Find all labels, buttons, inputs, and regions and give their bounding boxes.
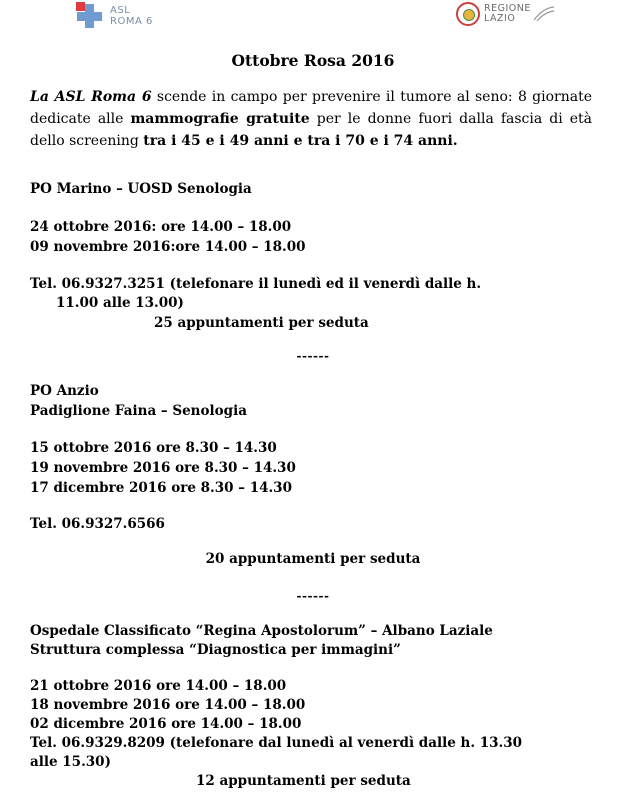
anzio-tel: Tel. 06.9327.6566 — [30, 516, 165, 532]
albano-tel-hours: alle 15.30) — [30, 754, 111, 770]
intro-org-name: La ASL Roma 6 — [30, 89, 152, 105]
anzio-date: 17 dicembre 2016 ore 8.30 – 14.30 — [30, 480, 292, 496]
albano-department: Struttura complessa “Diagnostica per immagini” — [30, 642, 401, 658]
page-title: Ottobre Rosa 2016 — [231, 51, 395, 70]
section-separator: ------ — [296, 349, 330, 363]
anzio-slots: 20 appuntamenti per seduta — [205, 551, 421, 567]
region-logo-line1: REGIONE — [484, 3, 531, 14]
albano-date: 18 novembre 2016 ore 14.00 – 18.00 — [30, 697, 306, 713]
intro-age-range: tra i 45 e i 49 anni e tra i 70 e i 74 anni. — [143, 133, 458, 149]
asl-logo-line2: ROMA 6 — [110, 16, 153, 27]
marino-date: 09 novembre 2016:ore 14.00 – 18.00 — [30, 239, 306, 255]
anzio-date: 19 novembre 2016 ore 8.30 – 14.30 — [30, 460, 296, 476]
marino-date: 24 ottobre 2016: ore 14.00 – 18.00 — [30, 219, 292, 235]
asl-logo-line1: ASL — [110, 5, 131, 16]
anzio-date: 15 ottobre 2016 ore 8.30 – 14.30 — [30, 440, 277, 456]
regione-lazio-logo — [456, 2, 555, 26]
intro-text-1: scende in campo per prevenire il tumore al seno: 8 giornate dedicate alle — [30, 89, 592, 127]
albano-slots: 12 appuntamenti per seduta — [196, 773, 411, 789]
albano-tel: Tel. 06.9329.8209 (telefonare dal lunedì al venerdì dalle h. 13.30 — [30, 735, 522, 751]
marino-tel: Tel. 06.9327.3251 (telefonare il lunedì ed il venerdì dalle h. — [30, 276, 482, 292]
medical-cross-icon — [76, 2, 102, 28]
page-header — [0, 0, 626, 34]
region-logo-line2: LAZIO — [484, 13, 516, 24]
marino-tel-hours: 11.00 alle 13.00) — [56, 295, 184, 311]
swoosh-icon — [533, 6, 555, 22]
region-emblem-icon — [456, 2, 480, 26]
anzio-name: PO Anzio — [30, 383, 99, 399]
section-separator: ------ — [296, 589, 330, 603]
anzio-department: Padiglione Faina – Senologia — [30, 403, 247, 419]
albano-date: 02 dicembre 2016 ore 14.00 – 18.00 — [30, 716, 302, 732]
albano-date: 21 ottobre 2016 ore 14.00 – 18.00 — [30, 678, 287, 694]
asl-logo-text — [110, 2, 153, 27]
intro-free-mammography: mammografie gratuite — [130, 111, 310, 127]
intro-text-2: per le donne fuori dalla fascia di età dello screening — [30, 111, 593, 149]
asl-roma6-logo — [76, 2, 153, 28]
marino-name: PO Marino – UOSD Senologia — [30, 181, 252, 197]
region-logo-text — [484, 4, 531, 24]
intro-paragraph — [30, 86, 592, 152]
marino-slots: 25 appuntamenti per seduta — [154, 315, 369, 331]
albano-name: Ospedale Classificato “Regina Apostolorum” – Albano Laziale — [30, 623, 493, 639]
